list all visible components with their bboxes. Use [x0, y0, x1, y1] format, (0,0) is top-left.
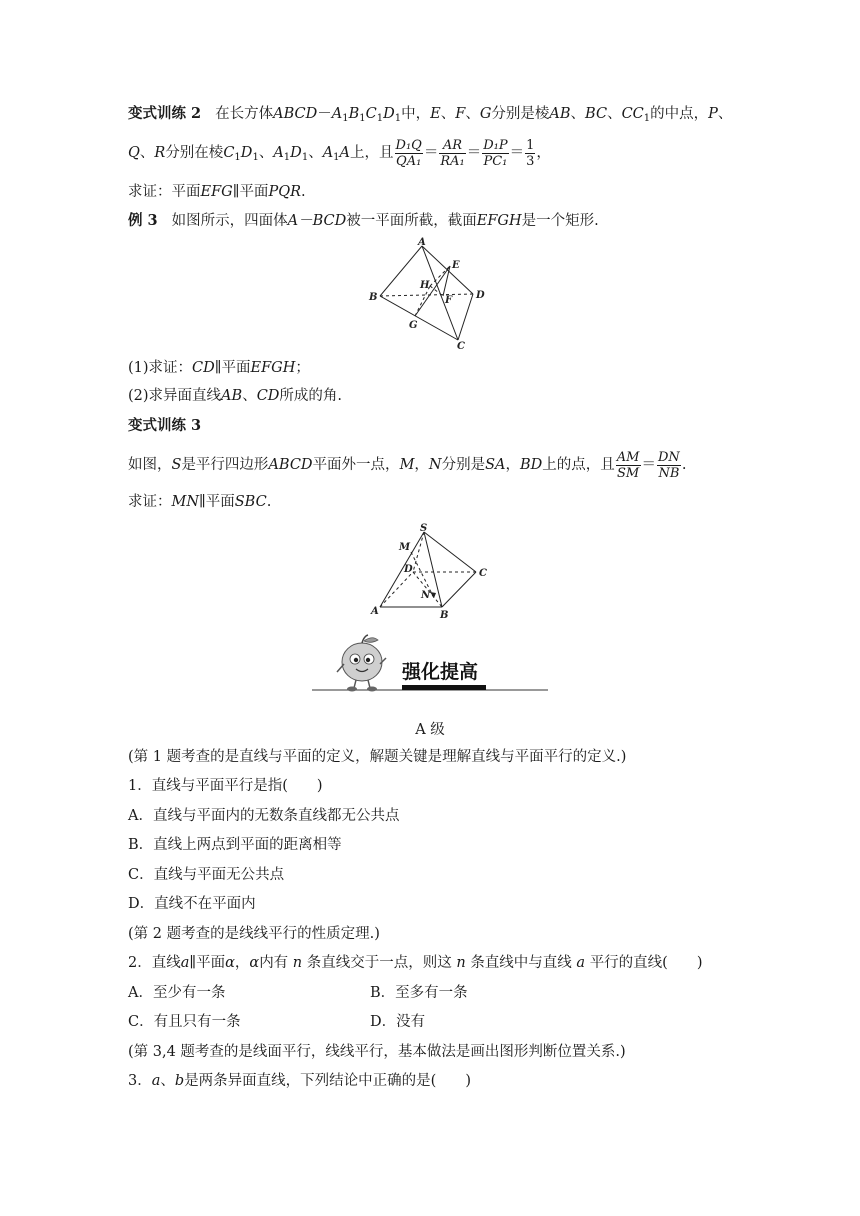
v3-line-1: 如图，S是平行四边形ABCD平面外一点，M，N分别是SA，BD上的点，且 $\frac{AM}{SM}$ ＝ $\frac{DN}{NB}$ . — [128, 449, 687, 481]
q2-stem: 2．直线a∥平面α，α内有 n 条直线交于一点，则这 n 条直线中与直线 a 平行的直线( ) — [128, 955, 703, 971]
q1-option-b: B．直线上两点到平面的距离相等 — [128, 837, 342, 853]
q2-option-a: A．至少有一条 — [128, 985, 226, 1001]
fraction-am-sm: $\frac{AM}{SM}$ — [616, 449, 640, 481]
banner-underline — [402, 685, 486, 690]
fraction-3: $\frac{\text{D₁P}}{\text{PC₁}}$ — [483, 137, 508, 169]
vertex-label-f: F — [445, 295, 453, 306]
apple-mascot-icon — [337, 635, 386, 692]
v2-label: 变式训练 2 — [128, 105, 202, 122]
vertex-label-c: C — [457, 341, 465, 351]
ex3-label: 例 3 — [128, 212, 158, 229]
v3-label: 变式训练 3 — [128, 417, 202, 434]
vertex-label-b: B — [369, 292, 378, 303]
q2-option-c: C．有且只有一条 — [128, 1014, 241, 1030]
vertex-label-a: A — [371, 606, 379, 617]
v2-line-1: 变式训练 2 在长方体$ABCD-A_1B_1C_1D_1$中，E、F、G分别是棱AB、BC、$CC_1$的中点，P、 — [128, 105, 733, 124]
q1-option-c: C．直线与平面无公共点 — [128, 867, 285, 883]
note-3: (第 3,4 题考查的是线面平行，线线平行，基本做法是画出图形判断位置关系.) — [128, 1044, 626, 1060]
ex3-line: 例 3 如图所示，四面体A－BCD被一平面所截，截面EFGH是一个矩形. — [128, 212, 599, 229]
vertex-label-m: M — [399, 542, 411, 553]
fraction-2: $\frac{AR}{\text{RA₁}}$ — [440, 137, 465, 169]
edge-sd-hidden — [413, 532, 424, 572]
vertex-label-g: G — [409, 320, 418, 331]
vertex-label-c: C — [479, 568, 487, 579]
vertex-label-b: B — [440, 610, 449, 621]
ex3-q2: (2)求异面直线AB、CD所成的角. — [128, 388, 343, 404]
vertex-label-h: H — [420, 280, 430, 291]
edge-ab — [380, 246, 422, 296]
fraction-1: $\frac{\text{D₁Q}}{\text{QA₁}}$ — [395, 137, 422, 169]
vertex-label-e: E — [452, 260, 460, 271]
tetrahedron-figure — [360, 236, 500, 351]
q2-option-b: B．至多有一条 — [370, 985, 468, 1001]
vertex-label-s: S — [420, 523, 428, 534]
edge-bc — [442, 572, 476, 607]
banner-title: 强化提高 — [402, 661, 479, 683]
v2-line-2: Q、R分别在棱$C_1D_1$、$A_1D_1$、$A_1A$上，且 $\frac{\text{D₁Q}}{\text{QA₁}}$ ＝ $\frac{AR}{\text{RA₁}}$ ＝ $\frac{\text{D₁P}}{\text{PC₁}}$ ＝ $\frac{1}{3}$ ， — [128, 137, 551, 169]
note-1: (第 1 题考查的是直线与平面的定义，解题关键是理解直线与平面平行的定义.) — [128, 749, 627, 765]
v2-proof: 求证：平面EFG∥平面PQR. — [128, 184, 306, 200]
edge-bd-hidden — [380, 294, 473, 296]
note-2: (第 2 题考查的是线线平行的性质定理.) — [128, 926, 380, 942]
vertex-label-d: D — [476, 290, 485, 301]
q3-stem: 3．a、b是两条异面直线，下列结论中正确的是( ) — [128, 1073, 471, 1089]
edge-ad-hidden — [380, 572, 413, 607]
vertex-label-a: A — [418, 237, 426, 248]
q1-option-a: A．直线与平面内的无数条直线都无公共点 — [128, 808, 400, 824]
vertex-label-d: D — [404, 564, 413, 575]
pyramid-figure — [366, 522, 496, 622]
edge-cd — [458, 294, 473, 340]
fraction-4: $\frac{1}{3}$ — [526, 137, 535, 169]
v3-proof: 求证：MN∥平面SBC. — [128, 494, 272, 510]
q2-option-d: D．没有 — [370, 1014, 426, 1030]
section-banner — [312, 632, 548, 694]
q1-option-d: D．直线不在平面内 — [128, 896, 256, 912]
q1-stem: 1．直线与平面平行是指( ) — [128, 778, 323, 794]
ex3-q1: (1)求证：CD∥平面EFGH； — [128, 360, 310, 376]
fraction-dn-nb: $\frac{DN}{NB}$ — [658, 449, 680, 481]
vertex-label-n: N — [421, 590, 431, 601]
level-heading: A 级 — [415, 722, 445, 738]
